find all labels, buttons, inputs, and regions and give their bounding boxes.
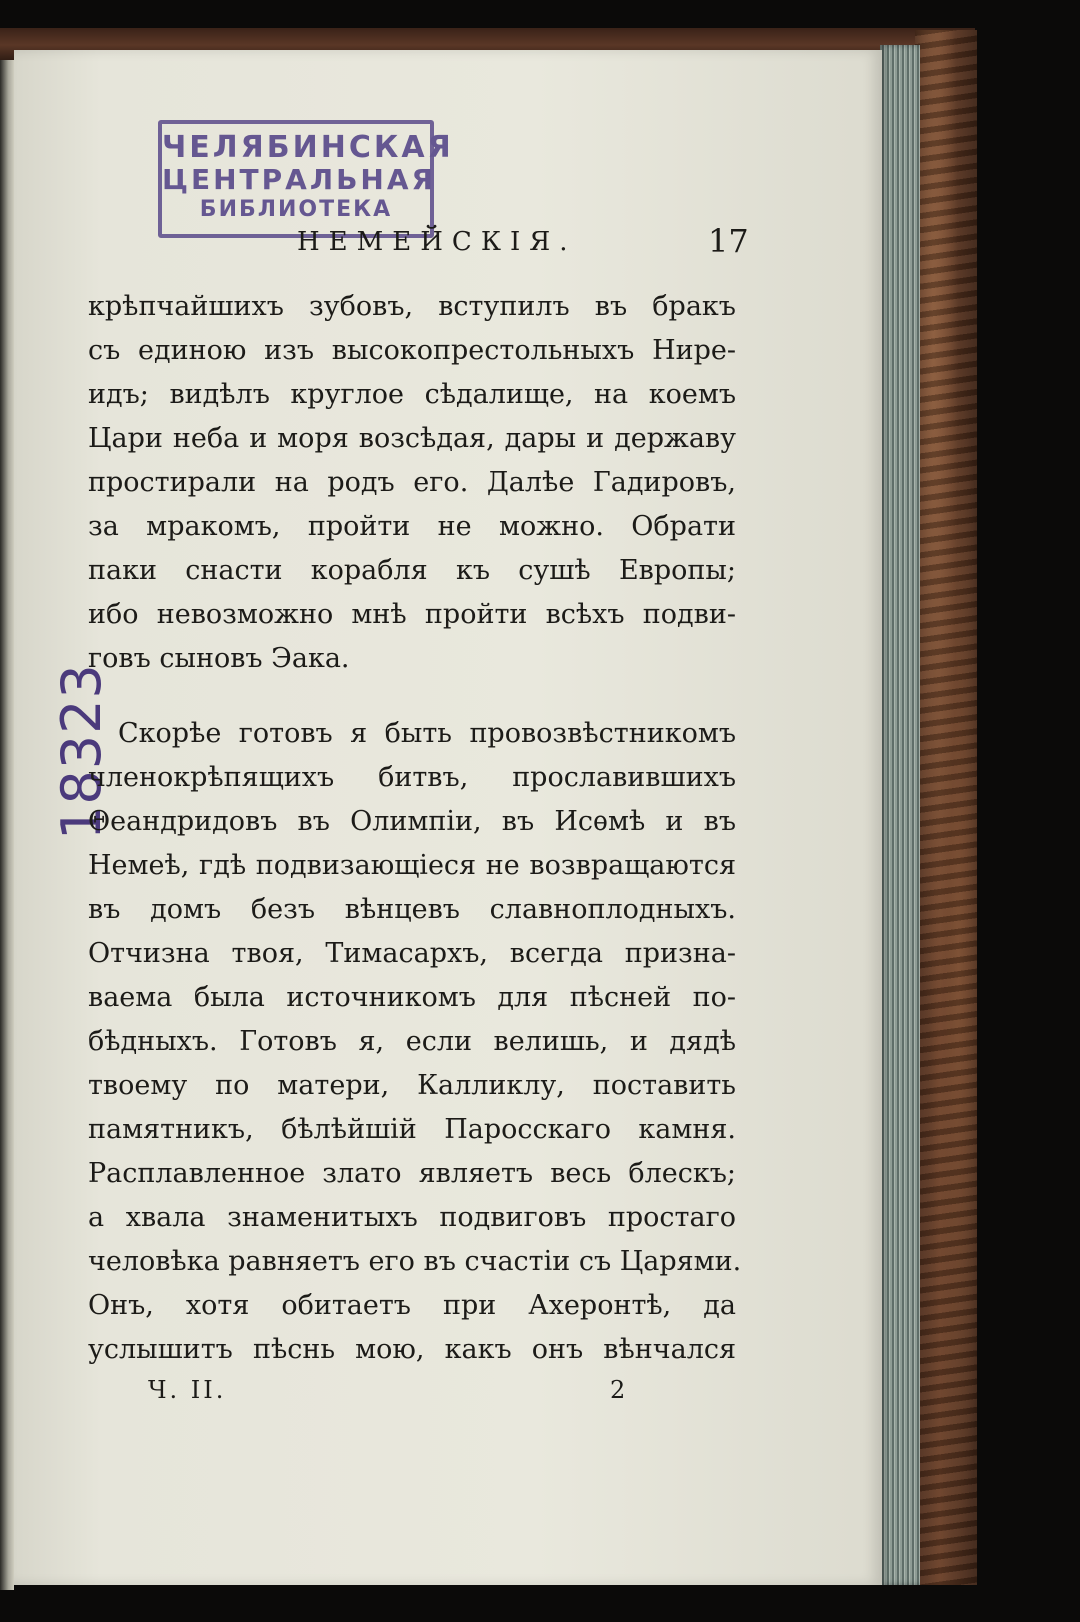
text-line: Отчизна твоя, Тимасархъ, всегда призна- — [88, 938, 736, 969]
text-line: ваема была источникомъ для пѣсней по- — [88, 982, 736, 1013]
text-line: простирали на родъ его. Далѣе Гадировъ, — [88, 467, 736, 498]
library-stamp — [158, 120, 454, 238]
stamp-line-3: БИБЛИОТЕКА — [199, 197, 393, 222]
signature-mark: Ч. II. — [148, 1376, 227, 1404]
text-line: бѣдныхъ. Готовъ я, если велишь, и дядѣ — [88, 1026, 736, 1057]
facing-page-edge — [0, 60, 14, 1590]
text-line: Цари неба и моря возсѣдая, дары и державу — [88, 423, 736, 454]
book-cover-spine — [915, 30, 977, 1585]
text-line: говъ сыновъ Эака. — [88, 643, 350, 674]
text-line: Скорѣе готовъ я быть провозвѣстникомъ — [118, 718, 736, 749]
text-line: твоему по матери, Калликлу, поставить — [88, 1070, 736, 1101]
text-line: а хвала знаменитыхъ подвиговъ простаго — [88, 1202, 736, 1233]
paragraph-2 — [88, 712, 742, 1372]
text-line: въ домъ безъ вѣнцевъ славноплодныхъ. — [88, 894, 736, 925]
signature-number: 2 — [610, 1376, 626, 1404]
text-line: съ единою изъ высокопрестольныхъ Нире- — [88, 335, 736, 366]
text-line: Онъ, хотя обитаетъ при Ахеронтѣ, да — [88, 1290, 736, 1321]
text-line: услышитъ пѣснь мою, какъ онъ вѣнчался — [88, 1334, 736, 1365]
text-line: памятникъ, бѣлѣйшій Паросскаго камня. — [88, 1114, 736, 1145]
text-line: человѣка равняетъ его въ счастіи съ Царями. — [88, 1246, 742, 1277]
paragraph-1 — [88, 285, 736, 681]
text-line: Расплавленное злато являетъ весь блескъ; — [88, 1158, 736, 1189]
text-line: крѣпчайшихъ зубовъ, вступилъ въ бракъ — [88, 291, 736, 322]
page-block-edges — [880, 45, 920, 1585]
text-line: ибо невозможно мнѣ пройти всѣхъ подви- — [88, 599, 736, 630]
text-line: паки снасти корабля къ сушѣ Европы; — [88, 555, 736, 586]
text-line: Θеандридовъ въ Олимпіи, въ Исѳмѣ и въ — [88, 806, 736, 837]
text-line: за мракомъ, пройти не можно. Обрати — [88, 511, 736, 542]
text-line: Немеѣ, гдѣ подвизающіеся не возвращаются — [88, 850, 736, 881]
handwritten-inventory-number: 18323 — [50, 663, 113, 840]
text-line: идъ; видѣлъ круглое сѣдалище, на коемъ — [88, 379, 736, 410]
stamp-line-1: ЧЕЛЯБИНСКАЯ — [162, 130, 454, 165]
running-head: НЕМЕЙСКІЯ. — [297, 227, 577, 257]
text-line: членокрѣпящихъ битвъ, прославившихъ — [88, 762, 736, 793]
page-number: 17 — [708, 222, 749, 260]
stamp-line-2: ЦЕНТРАЛЬНАЯ — [162, 163, 437, 196]
